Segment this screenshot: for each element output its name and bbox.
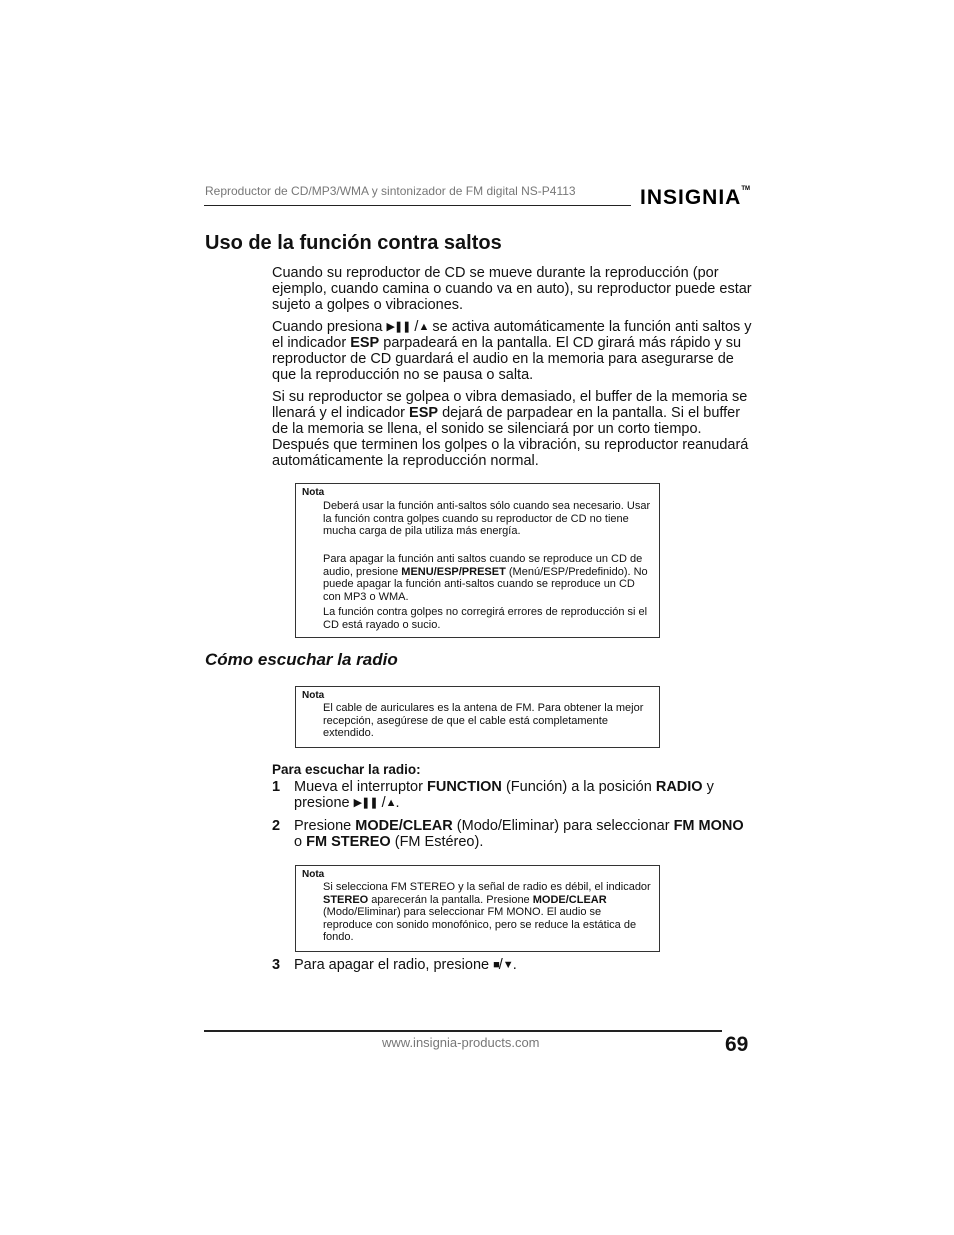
note-box-antiskip [295,483,660,638]
section-heading-antiskip: Uso de la función contra saltos [205,232,502,254]
note-text: (Menú/ESP/Predefinido). No puede apagar la función anti-saltos cuando se reproduce un CD con MP3 o WMA. [323,565,648,603]
step-text: (Función) a la posición [505,779,652,795]
note-paragraph: Deberá usar la función anti-saltos sólo cuando sea necesario. Usar la función contra golpes cuando su reproductor de CD no tiene mucha carga de pila utiliza más energía. [323,500,651,537]
esp-indicator-text-2: ESP [409,405,439,421]
eject-up-icon: ▲ [418,321,429,334]
stereo-indicator-label: STEREO [323,893,369,906]
note-paragraph [323,553,653,603]
note-box-stereo [295,865,660,952]
play-pause-icon: ▶❚❚ [386,321,411,334]
step-text-1: Mueva el interruptor FUNCTION (Función) a la posición RADIO y presione ▶❚❚ /▲. [294,779,714,811]
note-text: Si selecciona FM STEREO y la señal de radio es débil, el indicador [323,881,651,893]
radio-label: RADIO [655,779,703,795]
paragraph-intro: Cuando su reproductor de CD se mueve durante la reproducción (por ejemplo, cuando camina o cuando va en auto), su reproductor puede estar sujeto a golpes o vibraciones. [272,265,752,313]
footer-rule [204,1030,722,1032]
insignia-logo [640,186,750,210]
fm-stereo-label: FM STEREO [306,834,391,850]
step-text-3: Para apagar el radio, presione ■/▼. [294,957,517,973]
menu-esp-preset-label: MENU/ESP/PRESET [401,565,506,578]
step-text-2 [294,818,752,850]
paragraph-buffer [272,389,752,469]
note-title: Nota [302,869,325,880]
step-text: Mueva el interruptor [294,779,423,795]
note-text: aparecerán la pantalla. Presione [371,893,530,906]
note-text: Para apagar la función anti saltos cuando se reproduce un CD de audio, presione [323,553,643,578]
step-text: Para apagar el radio, presione [294,957,490,973]
running-header: Reproductor de CD/MP3/WMA y sintonizador de FM digital NS-P4113 [205,184,576,198]
mode-clear-label: MODE/CLEAR [355,818,453,834]
p2-text-c: parpadeará en la pantalla. El CD girará más rápido y su reproductor de CD guardará el audio en la memoria para asegurarse de que la reproducción no se pausa o salta. [272,335,742,384]
note-paragraph [323,881,653,944]
step-number: 2 [272,818,281,834]
step-text: Presione [294,818,352,834]
p2-text-b: se activa automáticamente la función anti saltos y el indicador [272,319,752,352]
header-rule [204,205,631,206]
note-paragraph: El cable de auriculares es la antena de FM. Para obtener la mejor recepción, asegúrese de que el cable está completamente extendido. [323,702,644,739]
step-text: (FM Estéreo). [394,834,484,850]
eject-up-icon: ▲ [385,797,396,810]
p2-text-a: Cuando presiona [272,319,383,335]
function-label: FUNCTION [426,779,502,795]
step-number: 3 [272,957,281,973]
logo-trademark: TM [741,186,751,192]
down-arrow-icon: ▼ [502,959,513,972]
note-title: Nota [302,690,325,701]
paragraph-press-button: Cuando presiona ▶❚❚ /▲ se activa automáticamente la función anti saltos y el indicador ESP parpadeará en la pantalla. El CD girará más rápido y su reproductor de CD guardará el audio en la memoria para asegurarse de que la reproducción no se pausa o salta. [272,319,752,384]
procedure-heading: Para escuchar la radio: [272,762,421,777]
subsection-heading-radio: Cómo escuchar la radio [205,650,398,669]
fm-mono-label: FM MONO [673,818,744,834]
step-text: (Modo/Eliminar) para seleccionar [456,818,670,834]
stop-icon: ■ [493,959,499,972]
play-pause-icon: ▶❚❚ [353,797,378,810]
p3-text-b: dejará de parpadear en la pantalla. Si el buffer de la memoria se llena, el sonido se silenciará por un corto tiempo. Después que terminen los golpes o la vibración, su reproductor reanudará automáticamente la reproducción normal. [272,405,749,469]
note-paragraph: La función contra golpes no corregirá errores de reproducción si el CD está rayado o sucio. [323,606,648,631]
footer-url: www.insignia-products.com [382,1035,540,1050]
p3-text-a: Si su reproductor se golpea o vibra demasiado, el buffer de la memoria se llenará y el indicador [272,389,748,421]
esp-indicator-text: ESP [350,335,380,352]
mode-clear-label: MODE/CLEAR [532,893,607,906]
note-box-antenna [295,686,660,748]
note-text: (Modo/Eliminar) para seleccionar FM MONO. El audio se reproduce con sonido monofónico, pero se reduce la estática de fondo. [323,906,637,943]
page-number: 69 [725,1033,749,1056]
step-text: y presione [294,779,714,811]
step-text: o [294,834,303,850]
logo-text: INSIGNIA [640,186,742,209]
step-number: 1 [272,779,281,795]
note-title: Nota [302,487,325,498]
